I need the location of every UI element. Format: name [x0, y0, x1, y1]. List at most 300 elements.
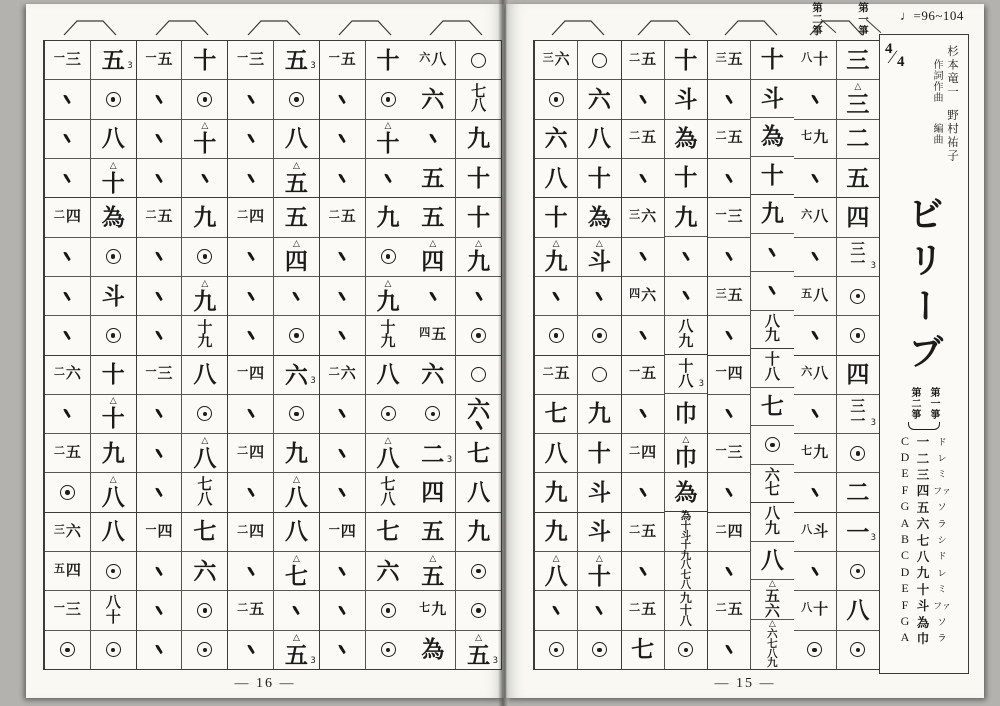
string-number: 七: [801, 444, 813, 457]
string-number: 八: [431, 51, 447, 68]
score-cell: [665, 276, 707, 315]
beat-rest-icon: [197, 642, 212, 657]
pitch-letter: G: [900, 499, 910, 514]
weak-beat-triangle-icon: △: [384, 435, 392, 446]
string-number: 四: [340, 523, 356, 540]
score-cell: [837, 197, 879, 236]
score-cell: [410, 41, 455, 79]
score-cell: [45, 512, 90, 551]
tie-comma-icon: [810, 173, 819, 183]
score-cell: [137, 355, 182, 394]
score-cell: [274, 512, 319, 551]
string-number: 一: [328, 51, 340, 64]
score-cell: [708, 590, 750, 629]
score-cell: [535, 394, 577, 433]
string-number: 五: [641, 366, 657, 383]
bridge-tab-icon: [424, 20, 488, 36]
string-name: 一: [916, 435, 930, 450]
tuning-chart: [880, 387, 968, 646]
score-cell: [708, 551, 750, 590]
string-number: 六: [421, 86, 445, 112]
string-number: 四: [846, 204, 870, 230]
solfa-name: ソ: [937, 502, 947, 513]
string-number: 八: [678, 319, 694, 336]
time-numerator: 4: [885, 41, 893, 57]
score-cell: [45, 630, 90, 669]
beat-rest-icon: [197, 249, 212, 264]
string-name: 巾: [916, 631, 930, 646]
tie-comma-icon: [246, 252, 255, 262]
score-cell: [366, 197, 411, 236]
score-cell: [535, 551, 577, 590]
score-cell: [137, 551, 182, 590]
string-number: 十: [587, 563, 611, 589]
measure-column-pair: [227, 41, 319, 669]
score-cell: [708, 315, 750, 354]
score-cell: [837, 433, 879, 472]
koto1-part-column: [90, 41, 136, 669]
score-cell: [366, 512, 411, 551]
tie-comma-icon: [155, 645, 164, 655]
score-cell: [45, 472, 90, 511]
tuning-header-koto1: 第一箏: [928, 387, 939, 420]
string-number: 七: [376, 519, 400, 545]
score-cell: [535, 158, 577, 197]
score-cell: [708, 197, 750, 236]
score-grid-page16: [43, 40, 502, 670]
score-cell: [794, 237, 836, 276]
tie-comma-icon: [155, 606, 164, 616]
score-cell: [410, 119, 455, 158]
beat-rest-icon: [106, 564, 121, 579]
score-cell: [794, 197, 836, 236]
score-cell: [794, 355, 836, 394]
string-number: 三: [249, 51, 265, 68]
string-name: 八: [916, 549, 930, 564]
string-number: 十: [760, 162, 784, 188]
string-number: 四: [284, 249, 308, 275]
score-cell: [228, 512, 273, 551]
score-cell: [665, 354, 707, 393]
string-number: 五: [554, 366, 570, 383]
string-number: 五: [727, 602, 743, 619]
string-number: 八: [680, 560, 692, 572]
string-number: 十: [101, 362, 125, 388]
string-number: 五: [801, 287, 813, 300]
string-number: 六: [554, 51, 570, 68]
measure-column-pair: [707, 41, 794, 669]
score-cell: [837, 590, 879, 629]
string-number: 九: [376, 204, 400, 230]
tie-comma-icon: [338, 95, 347, 105]
tie-comma-icon: [338, 252, 347, 262]
score-cell: [578, 630, 620, 669]
weak-beat-triangle-icon: △: [552, 239, 560, 250]
beat-rest-icon: [106, 642, 121, 657]
tie-comma-icon: [428, 291, 437, 301]
string-number: 八: [376, 445, 400, 471]
score-grid-page15: [533, 40, 880, 670]
bridge-tab-icon: [333, 20, 397, 36]
string-number: 九: [674, 204, 698, 230]
string-number: 十: [376, 131, 400, 157]
string-number: 七: [760, 393, 784, 419]
score-cell: [837, 79, 879, 118]
string-number: 四: [846, 362, 870, 388]
string-number: 四: [249, 444, 265, 461]
string-name: 五: [916, 500, 930, 515]
score-cell: [228, 41, 273, 79]
weak-beat-triangle-icon: △: [475, 633, 483, 644]
solfa-name: シ: [937, 535, 947, 546]
string-number: 六: [801, 366, 813, 379]
score-cell: [274, 119, 319, 158]
page-16: [26, 4, 504, 698]
string-number: 十: [674, 47, 698, 73]
score-cell: [456, 41, 501, 79]
string-number: 五: [727, 130, 743, 147]
string-number: 為: [674, 479, 698, 505]
score-cell: [456, 394, 501, 433]
string-number: 十: [193, 131, 217, 157]
arranger-name: 野村祐子: [946, 109, 958, 163]
string-number: 八: [801, 51, 813, 64]
score-cell: [182, 551, 227, 590]
string-number: 六: [65, 523, 81, 540]
score-cell: [137, 276, 182, 315]
koto1-part-column: [273, 41, 319, 669]
string-number: 八: [101, 126, 125, 152]
string-number: 一: [715, 444, 727, 457]
string-number: 二: [328, 209, 340, 222]
score-cell: [320, 394, 365, 433]
tie-comma-icon: [768, 286, 777, 296]
measure-column-pair: [44, 41, 136, 669]
string-number: 八: [471, 98, 487, 115]
score-cell: [228, 158, 273, 197]
score-cell: [182, 119, 227, 158]
beat-rest-icon: [197, 406, 212, 421]
string-name: 九: [916, 566, 930, 581]
score-cell: [91, 158, 136, 197]
string-number: 九: [764, 520, 780, 537]
tie-comma-icon: [292, 291, 301, 301]
pitch-letter: F: [901, 597, 909, 612]
score-cell: [837, 472, 879, 511]
score-cell: [228, 197, 273, 236]
weak-beat-triangle-icon: △: [475, 239, 483, 250]
string-number: 五: [340, 209, 356, 226]
string-number: 三: [65, 51, 81, 68]
score-cell: [182, 79, 227, 118]
score-cell: [137, 119, 182, 158]
score-cell: [320, 158, 365, 197]
score-cell: [622, 79, 664, 118]
string-number: 九: [813, 130, 829, 147]
string-number: 一: [715, 366, 727, 379]
beat-rest-icon: [289, 406, 304, 421]
string-number: 八: [284, 485, 308, 511]
arranger-role: 編曲: [931, 123, 942, 145]
string-number: 三: [850, 241, 866, 258]
tie-comma-icon: [474, 291, 483, 301]
string-number: 十: [764, 352, 780, 369]
score-cell: [91, 119, 136, 158]
string-number: 四: [421, 480, 445, 506]
score-cell: [794, 41, 836, 79]
score-cell: [320, 512, 365, 551]
string-number: 斗: [674, 86, 698, 112]
string-number: 二: [53, 444, 65, 457]
string-number: 二: [145, 209, 157, 222]
score-cell: [622, 276, 664, 315]
tuning-table: [897, 433, 951, 646]
score-cell: [456, 79, 501, 118]
score-cell: [456, 119, 501, 158]
score-cell: [535, 237, 577, 276]
string-number: 九: [193, 204, 217, 230]
string-number: 為: [101, 204, 125, 230]
string-number: 斗: [680, 530, 692, 542]
string-number: 一: [145, 523, 157, 536]
score-cell: [182, 315, 227, 354]
tie-comma-icon: [810, 488, 819, 498]
beat-rest-icon: [850, 289, 865, 304]
string-number: 六: [421, 362, 445, 388]
pitch-letter: A: [900, 630, 910, 645]
string-number: 五: [284, 48, 308, 74]
score-cell: [578, 276, 620, 315]
tie-comma-icon: [246, 291, 255, 301]
score-cell: [182, 472, 227, 511]
score-cell: [665, 158, 707, 197]
weak-beat-triangle-icon: △: [201, 278, 209, 289]
bridge-tab-icon: [150, 20, 214, 36]
score-cell: [751, 387, 793, 426]
tie-comma-icon: [552, 606, 561, 616]
score-cell: [708, 79, 750, 118]
string-number: 九: [101, 440, 125, 466]
measure-column-pair: [319, 41, 411, 669]
string-number: 三: [53, 523, 65, 536]
string-number: 八: [680, 579, 692, 591]
string-number: 一: [629, 366, 641, 379]
score-cell: [456, 276, 501, 315]
score-cell: [320, 472, 365, 511]
tie-comma-icon: [428, 134, 437, 144]
tie-comma-icon: [638, 95, 647, 105]
string-number: 十: [101, 406, 125, 432]
score-cell: [274, 197, 319, 236]
beat-rest-icon: [850, 328, 865, 343]
string-number: 四: [727, 366, 743, 383]
tempo-marking: ♩=96~104: [900, 8, 964, 23]
string-number: 八: [764, 313, 780, 330]
score-cell: [794, 630, 836, 669]
score-cell: [366, 433, 411, 472]
string-number: 二: [542, 366, 554, 379]
score-cell: [320, 79, 365, 118]
score-cell: [622, 158, 664, 197]
tie-comma-icon: [246, 134, 255, 144]
string-number: 一: [53, 51, 65, 64]
tie-comma-icon: [338, 566, 347, 576]
tie-comma-icon: [246, 330, 255, 340]
score-cell: [182, 41, 227, 79]
string-number: 十: [587, 165, 611, 191]
string-number: 為: [760, 124, 784, 150]
beat-rest-icon: [807, 642, 822, 657]
string-number: 八: [801, 602, 813, 615]
tie-comma-icon: [246, 409, 255, 419]
string-number: 三: [715, 51, 727, 64]
time-denominator: 4: [897, 54, 905, 70]
string-name: 三: [916, 467, 930, 482]
score-cell: [274, 158, 319, 197]
score-cell: [751, 41, 793, 79]
weak-beat-triangle-icon: △: [768, 579, 776, 589]
score-cell: [182, 355, 227, 394]
string-number: 四: [419, 326, 431, 339]
score-cell: [578, 590, 620, 629]
tie-comma-icon: [246, 173, 255, 183]
string-number: 五: [641, 130, 657, 147]
string-number: 一: [328, 523, 340, 536]
score-cell: [45, 433, 90, 472]
beat-rest-icon: [592, 328, 607, 343]
score-cell: [622, 433, 664, 472]
string-number: 九: [587, 401, 611, 427]
score-cell: [410, 433, 455, 472]
string-number: 六: [587, 86, 611, 112]
koto1-part-column: [181, 41, 227, 669]
bridge-tab-icon: [242, 20, 306, 36]
score-cell: [665, 393, 707, 432]
weak-beat-triangle-icon: △: [109, 475, 117, 486]
score-cell: [410, 630, 455, 669]
score-cell: [751, 502, 793, 541]
string-number: 三: [715, 287, 727, 300]
score-cell: [410, 315, 455, 354]
weak-beat-triangle-icon: △: [854, 81, 862, 92]
bridge-tab-icon: [719, 20, 783, 36]
score-cell: [665, 590, 707, 629]
solfa-name: ラ: [937, 633, 947, 644]
pitch-letter: D: [900, 564, 910, 579]
score-cell: [45, 355, 90, 394]
composer-role: 作詞作曲: [931, 59, 942, 103]
score-cell: [410, 394, 455, 433]
string-number: 三: [727, 209, 743, 226]
tie-comma-icon: [810, 566, 819, 576]
string-number: 六: [641, 209, 657, 226]
string-number: 四: [641, 444, 657, 461]
score-cell: [228, 472, 273, 511]
score-cell: [622, 394, 664, 433]
score-cell: [228, 433, 273, 472]
score-cell: [410, 197, 455, 236]
tie-comma-icon: [638, 566, 647, 576]
score-cell: [751, 79, 793, 118]
score-cell: [708, 119, 750, 158]
tie-comma-icon: [63, 134, 72, 144]
string-number: 八: [380, 491, 396, 508]
score-cell: [751, 579, 793, 619]
string-number: 七: [767, 639, 778, 651]
score-cell: [622, 472, 664, 511]
score-cell: [137, 197, 182, 236]
string-number: 八: [284, 126, 308, 152]
tie-comma-icon: [638, 252, 647, 262]
string-number: 八: [813, 209, 829, 226]
score-cell: [751, 348, 793, 387]
score-cell: [91, 551, 136, 590]
score-cell: [320, 630, 365, 669]
finger-3-mark: 3: [870, 418, 876, 429]
score-cell: [45, 41, 90, 79]
string-number: 八: [679, 614, 692, 629]
score-cell: [751, 619, 793, 669]
string-number: 五: [284, 643, 308, 669]
beat-rest-icon: [381, 92, 396, 107]
solfa-name: ド: [937, 436, 947, 447]
string-number: 八: [544, 165, 568, 191]
string-number: 一: [237, 51, 249, 64]
string-number: 九: [376, 288, 400, 314]
pitch-letter: C: [900, 548, 909, 563]
score-cell: [622, 119, 664, 158]
score-cell: [137, 512, 182, 551]
string-number: 二: [53, 366, 65, 379]
label-koto1: 第一箏: [857, 2, 868, 37]
score-cell: [708, 630, 750, 669]
beat-rest-icon: [592, 642, 607, 657]
string-number: 四: [629, 287, 641, 300]
koto2-part-column: [794, 41, 836, 669]
score-cell: [274, 237, 319, 276]
whole-rest-icon: [471, 367, 486, 382]
string-number: 十: [105, 609, 121, 626]
string-number: 二: [237, 602, 249, 615]
string-number: 斗: [587, 480, 611, 506]
page-15: [506, 4, 984, 698]
string-number: 五: [421, 204, 445, 230]
finger-3-mark: 3: [310, 61, 316, 72]
string-number: 五: [157, 51, 173, 68]
score-cell: [837, 551, 879, 590]
score-cell: [456, 197, 501, 236]
string-number: 三: [846, 47, 870, 73]
score-cell: [794, 315, 836, 354]
score-cell: [751, 156, 793, 195]
string-number: 八: [801, 523, 813, 536]
string-number: 六: [764, 603, 780, 620]
string-number: 六: [419, 51, 431, 64]
string-number: 八: [587, 126, 611, 152]
string-number: 九: [678, 333, 694, 350]
whole-rest-icon: [471, 53, 486, 68]
score-cell: [45, 197, 90, 236]
tuning-brace: [908, 422, 940, 430]
string-number: 一: [237, 366, 249, 379]
koto2-part-column: [535, 41, 577, 669]
measure-column-pair: [136, 41, 228, 669]
score-cell: [456, 472, 501, 511]
score-cell: [320, 119, 365, 158]
score-cell: [228, 630, 273, 669]
score-cell: [410, 79, 455, 118]
score-cell: [91, 512, 136, 551]
